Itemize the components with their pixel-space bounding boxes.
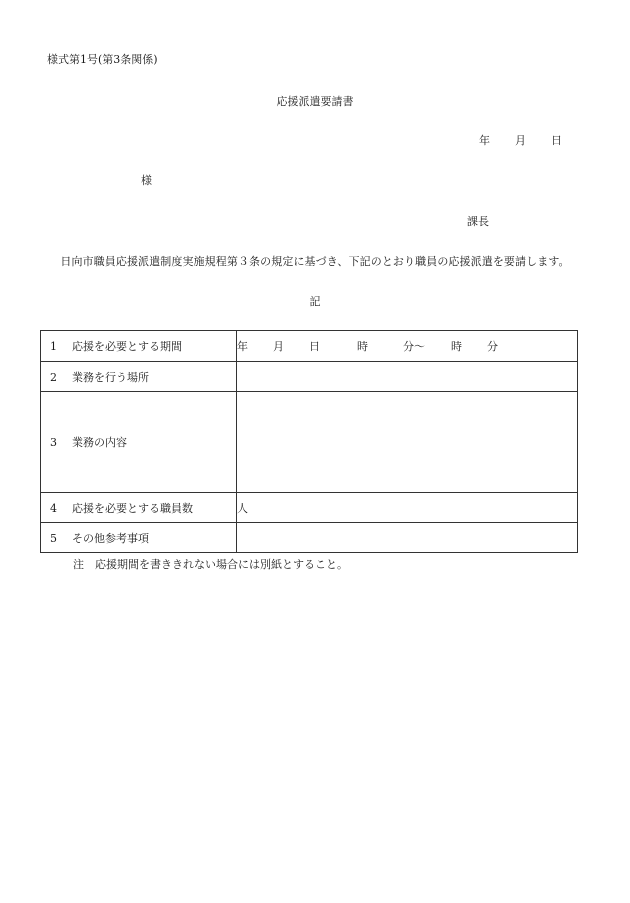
period-minute-end: 分 bbox=[487, 340, 498, 353]
period-year: 年 bbox=[237, 340, 248, 353]
period-hour: 時 bbox=[357, 340, 368, 353]
row-label-text: 業務を行う場所 bbox=[72, 370, 149, 384]
row-label-text: 応援を必要とする期間 bbox=[72, 340, 182, 353]
table-row bbox=[41, 523, 578, 553]
table-row bbox=[41, 331, 578, 362]
staff-unit: 人 bbox=[237, 501, 248, 515]
table-row bbox=[41, 493, 578, 523]
sender-title: 課長 bbox=[467, 215, 489, 228]
location-value-cell bbox=[237, 362, 578, 392]
period-value-cell bbox=[237, 331, 578, 362]
period-hour-end: 時 bbox=[451, 340, 462, 353]
row-label bbox=[41, 331, 237, 362]
row-label bbox=[41, 362, 237, 392]
row-number: 1 bbox=[50, 340, 57, 353]
date-month-label: 月 bbox=[515, 134, 526, 147]
row-label-text: 業務の内容 bbox=[72, 436, 127, 449]
addressee: 様 bbox=[141, 174, 152, 187]
row-label-text: その他参考事項 bbox=[72, 531, 149, 545]
footnote: 注 応援期間を書ききれない場合には別紙とすること。 bbox=[73, 558, 348, 571]
staff-count-cell bbox=[237, 493, 578, 523]
period-minute-to: 分〜 bbox=[403, 340, 425, 353]
content-value-cell bbox=[237, 392, 578, 493]
body-text: 日向市職員応援派遣制度実施規程第３条の規定に基づき、下記のとおり職員の応援派遣を要請します。 bbox=[60, 255, 570, 268]
row-label-text: 応援を必要とする職員数 bbox=[72, 501, 193, 515]
row-label bbox=[41, 493, 237, 523]
row-number: 3 bbox=[50, 436, 57, 449]
other-notes-value-cell bbox=[237, 523, 578, 553]
form-number: 様式第1号(第3条関係) bbox=[47, 53, 158, 66]
row-number: 2 bbox=[50, 370, 57, 384]
period-month: 月 bbox=[273, 340, 284, 353]
row-number: 4 bbox=[50, 501, 57, 515]
document-title: 応援派遣要請書 bbox=[276, 95, 354, 108]
date-day-label: 日 bbox=[551, 134, 562, 147]
row-number: 5 bbox=[50, 531, 57, 545]
date-year-label: 年 bbox=[479, 134, 490, 147]
request-table bbox=[40, 330, 578, 553]
row-label bbox=[41, 523, 237, 553]
table-row bbox=[41, 362, 578, 392]
date-line bbox=[479, 132, 562, 148]
row-label bbox=[41, 392, 237, 493]
period-day: 日 bbox=[309, 340, 320, 353]
table-row bbox=[41, 392, 578, 493]
ki-heading: 記 bbox=[309, 295, 321, 308]
